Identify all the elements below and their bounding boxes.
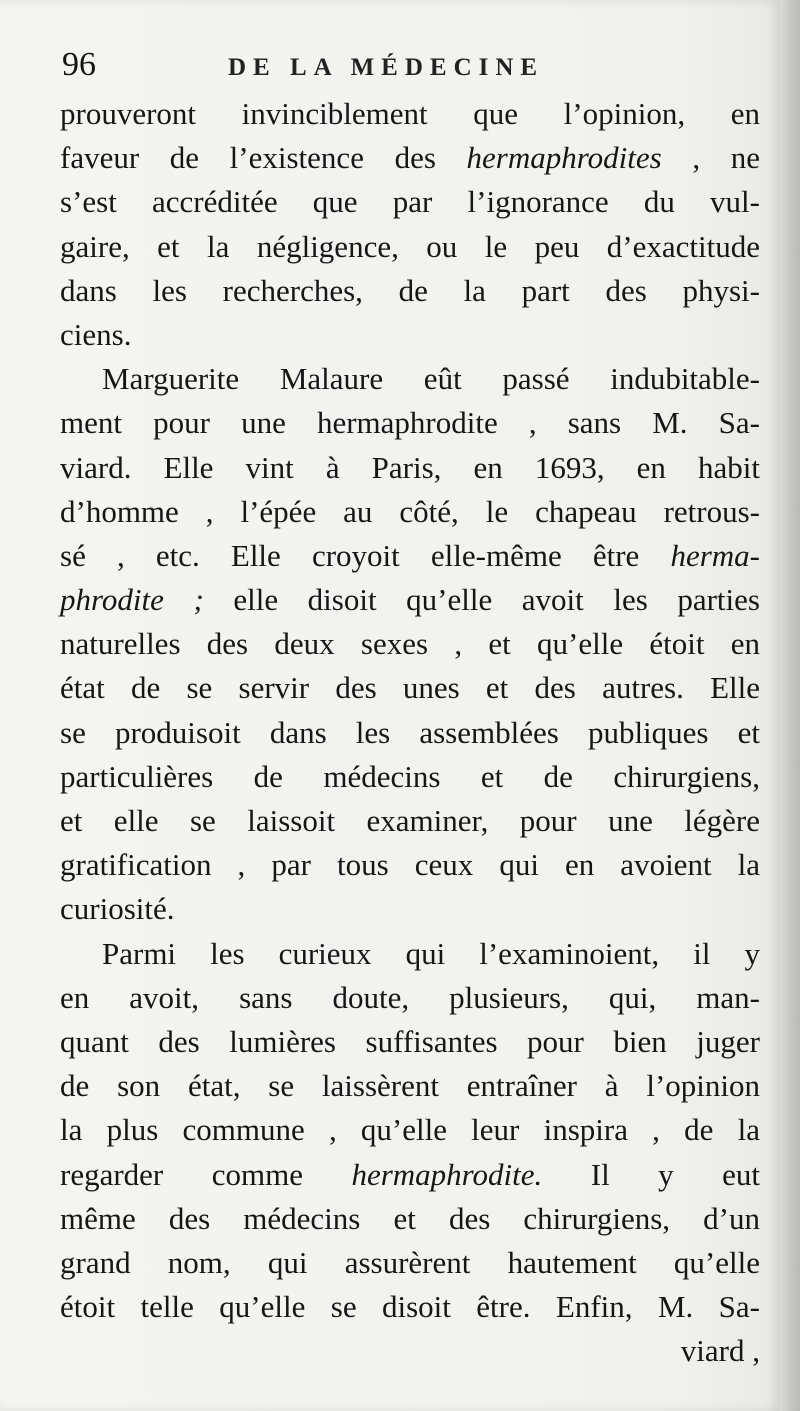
text-segment: dans les recherches, de la part des physi- <box>60 272 760 308</box>
page-edge <box>780 0 800 1411</box>
text-line <box>60 666 760 710</box>
text-segment: la plus commune , qu’elle leur inspira , de la <box>60 1112 760 1148</box>
text-segment: elle disoit qu’elle avoit les parties <box>203 582 760 618</box>
text-segment: et elle se laissoit examiner, pour une légère <box>60 803 760 838</box>
italic-text: hermaphrodite. <box>351 1156 543 1192</box>
text-line <box>60 180 760 224</box>
text-line <box>60 1020 760 1064</box>
text-line <box>60 799 760 843</box>
text-segment: faveur de l’existence des <box>60 140 467 176</box>
text-segment: viard , <box>680 1333 760 1369</box>
running-head: DE LA MÉDECINE <box>228 54 545 81</box>
text-line <box>60 534 760 578</box>
text-line <box>60 136 760 180</box>
text-segment: s’est accréditée que par l’ignorance du vul- <box>60 184 760 220</box>
text-line <box>60 490 760 534</box>
text-line <box>60 578 760 622</box>
text-segment: ciens. <box>60 316 132 352</box>
page-number: 96 <box>62 46 96 83</box>
text-line <box>60 1108 760 1152</box>
text-segment: grand nom, qui assurèrent hautement qu’elle <box>60 1244 760 1280</box>
text-segment: regarder comme <box>60 1156 352 1192</box>
text-segment: naturelles des deux sexes , et qu’elle étoit en <box>60 626 760 662</box>
text-segment: gratification , par tous ceux qui en avoient la <box>60 847 760 883</box>
text-line <box>60 976 760 1020</box>
text-segment: d’homme , l’épée au côté, le chapeau retrous- <box>60 493 760 529</box>
text-segment: , ne <box>661 140 760 176</box>
italic-text: hermaphrodites <box>466 140 662 176</box>
text-line <box>60 313 760 357</box>
text-line <box>60 1241 760 1285</box>
text-segment: même des médecins et des chirurgiens, d’un <box>60 1200 760 1236</box>
text-line <box>60 932 760 976</box>
italic-text: herma- <box>670 537 760 573</box>
text-segment: étoit telle qu’elle se disoit être. Enfin, M. Sa- <box>60 1289 760 1325</box>
text-segment: gaire, et la négligence, ou le peu d’exactitude <box>60 228 760 264</box>
text-segment: en avoit, sans doute, plusieurs, qui, man- <box>60 979 760 1015</box>
text-line <box>60 1329 760 1373</box>
text-segment: curiosité. <box>60 891 175 927</box>
text-line <box>60 446 760 490</box>
text-line <box>60 225 760 269</box>
text-line <box>60 1064 760 1108</box>
text-segment: Il y eut <box>542 1156 761 1192</box>
text-line <box>60 887 760 931</box>
text-line <box>60 755 760 799</box>
text-line <box>60 622 760 666</box>
text-line <box>60 401 760 445</box>
text-segment: sé , etc. Elle croyoit elle-même être <box>60 537 671 573</box>
text-segment: état de se servir des unes et des autres. Elle <box>60 670 760 706</box>
text-line <box>60 269 760 313</box>
text-segment: prouveront invinciblement que l’opinion, en <box>60 96 760 131</box>
text-segment: particulières de médecins et de chirurgiens, <box>60 758 760 794</box>
text-segment: Parmi les curieux qui l’examinoient, il y <box>102 935 760 971</box>
text-line <box>60 711 760 755</box>
text-line <box>60 1197 760 1241</box>
text-line <box>60 357 760 401</box>
text-line <box>60 92 760 136</box>
text-segment: ment pour une hermaphrodite , sans M. Sa- <box>60 405 760 441</box>
text-line <box>60 1153 760 1197</box>
text-segment: Marguerite Malaure eût passé indubitable- <box>102 361 760 397</box>
text-segment: se produisoit dans les assemblées publiques et <box>60 714 760 750</box>
text-segment: viard. Elle vint à Paris, en 1693, en habit <box>60 449 760 485</box>
text-segment: quant des lumières suffisantes pour bien juger <box>60 1023 760 1059</box>
text-line <box>60 1285 760 1329</box>
page-header <box>60 44 760 92</box>
text-line <box>60 843 760 887</box>
italic-text: phrodite ; <box>60 582 204 618</box>
body-text <box>60 92 760 1373</box>
text-segment: de son état, se laissèrent entraîner à l’opinion <box>60 1068 760 1104</box>
